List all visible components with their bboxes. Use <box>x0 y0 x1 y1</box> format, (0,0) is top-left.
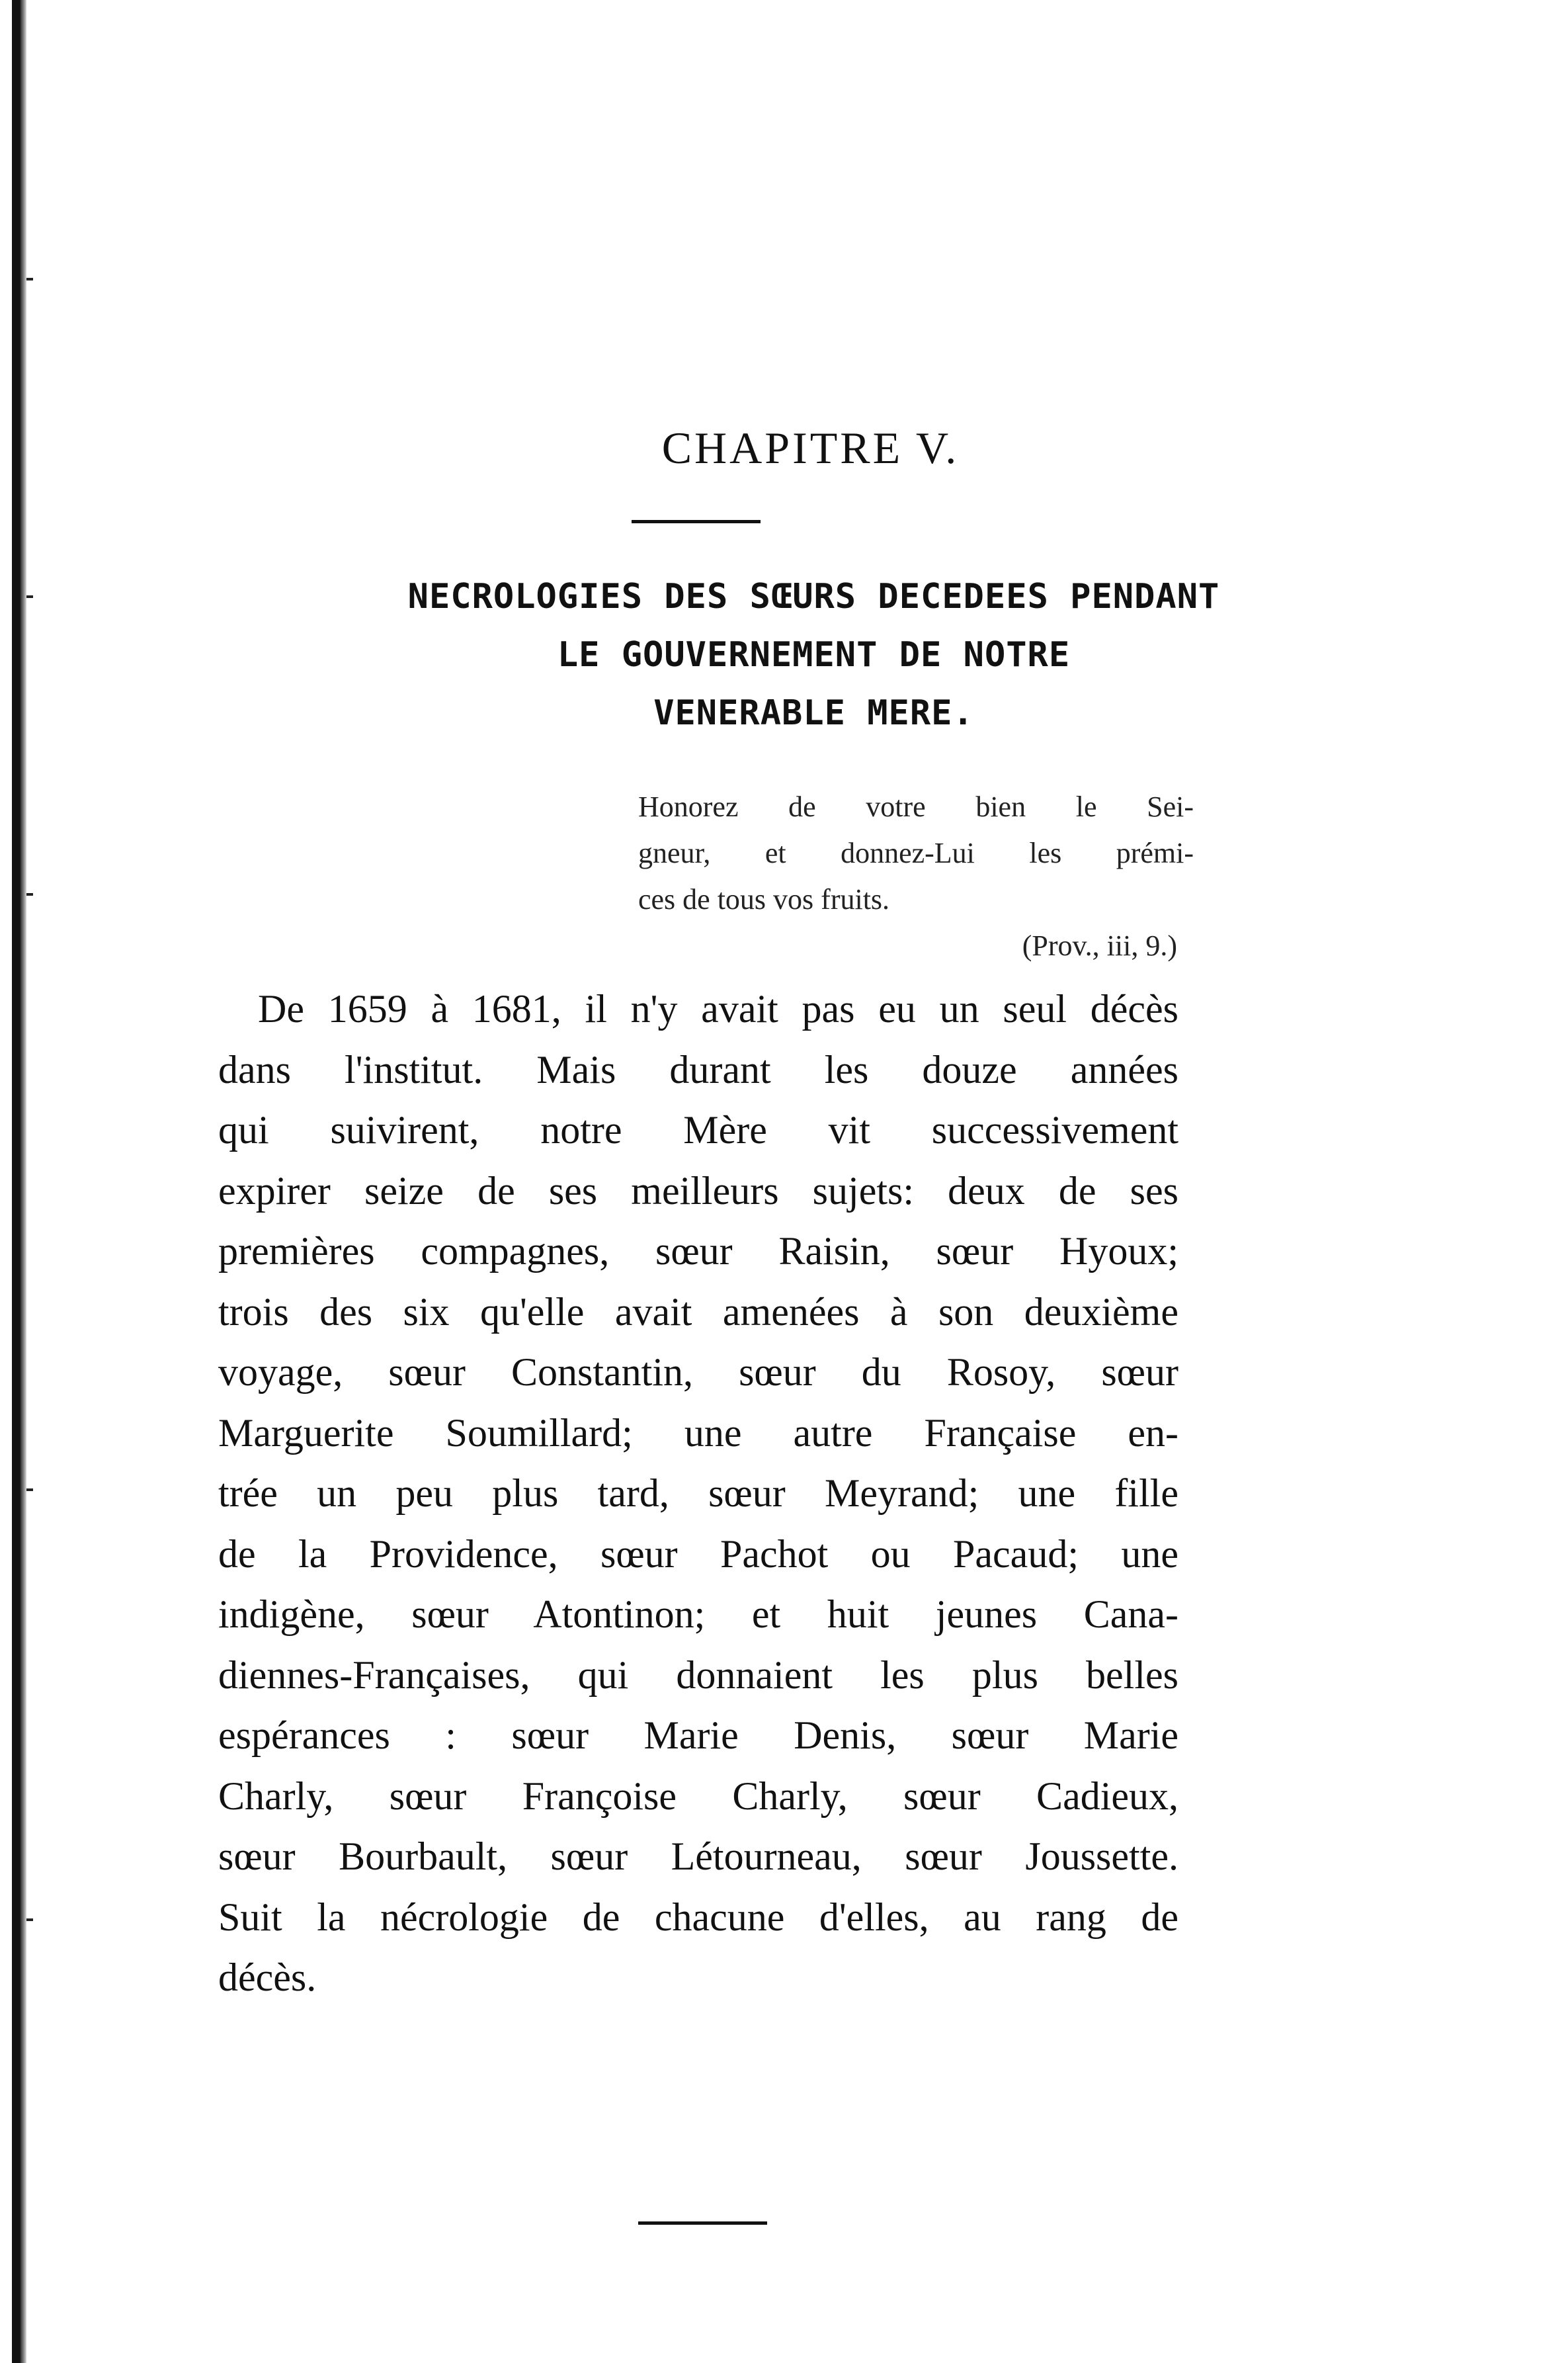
body-line: voyage, sœur Constantin, sœur du Rosoy, sœur <box>218 1350 1178 1394</box>
chapter-title-line: VENERABLE MERE. <box>653 693 974 733</box>
chapter-title-line: LE GOUVERNEMENT DE NOTRE <box>557 635 1071 675</box>
body-line: premières compagnes, sœur Raisin, sœur Hyoux; <box>218 1229 1178 1273</box>
body-line: sœur Bourbault, sœur Létourneau, sœur Joussette. <box>218 1834 1178 1878</box>
chapter-title <box>0 568 1568 742</box>
epigraph-line: gneur, et donnez-Lui les prémi- <box>638 837 1194 869</box>
body-line: trois des six qu'elle avait amenées à son deuxième <box>218 1289 1178 1334</box>
body-line: de la Providence, sœur Pachot ou Pacaud; une <box>218 1531 1178 1576</box>
body-line: Charly, sœur Françoise Charly, sœur Cadieux, <box>218 1774 1178 1818</box>
chapter-heading: CHAPITRE V. <box>661 423 960 473</box>
epigraph-line: Honorez de votre bien le Sei- <box>638 791 1194 823</box>
body-line: trée un peu plus tard, sœur Meyrand; une fille <box>218 1471 1178 1515</box>
body-line: espérances : sœur Marie Denis, sœur Marie <box>218 1713 1178 1757</box>
binding-mark <box>26 278 33 280</box>
body-line: décès. <box>218 1955 317 1999</box>
epigraph-reference: (Prov., iii, 9.) <box>1022 929 1177 962</box>
binding-mark <box>26 1488 33 1491</box>
epigraph-line: ces de tous vos fruits. <box>638 883 890 916</box>
top-divider <box>632 520 761 523</box>
binding-mark <box>26 893 33 896</box>
binding-mark <box>26 1918 33 1921</box>
body-line: expirer seize de ses meilleurs sujets: deux de ses <box>218 1168 1178 1213</box>
body-line: Suit la nécrologie de chacune d'elles, au rang de <box>218 1895 1178 1939</box>
body-line: Marguerite Soumillard; une autre Française en- <box>218 1410 1178 1455</box>
body-line: qui suivirent, notre Mère vit successivement <box>218 1108 1178 1152</box>
page-binding-edge <box>12 0 26 2363</box>
epigraph <box>638 784 1194 969</box>
chapter-title-line: NECROLOGIES DES SŒURS DECEDEES PENDANT <box>407 577 1220 617</box>
body-line: De 1659 à 1681, il n'y avait pas eu un seul décès <box>258 987 1178 1031</box>
body-paragraph <box>218 979 1178 2008</box>
body-line: indigène, sœur Atontinon; et huit jeunes Cana- <box>218 1592 1178 1636</box>
bottom-divider <box>638 2221 767 2225</box>
body-line: dans l'institut. Mais durant les douze années <box>218 1047 1178 1092</box>
body-line: diennes-Françaises, qui donnaient les plus belles <box>218 1653 1178 1697</box>
